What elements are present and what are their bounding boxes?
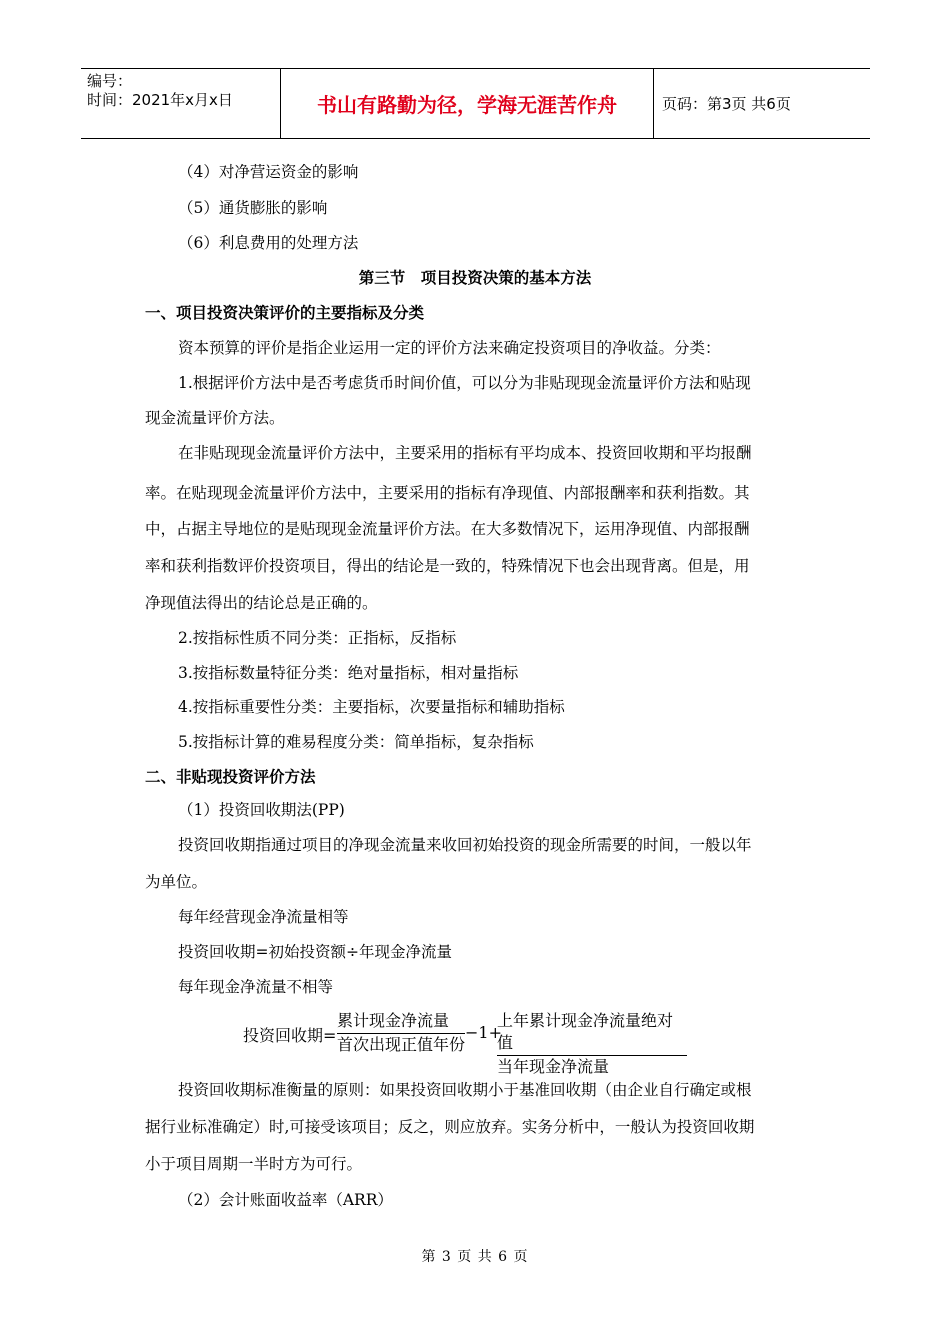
- heading-1: 一、项目投资决策评价的主要指标及分类: [145, 303, 425, 322]
- classification-item: 4.按指标重要性分类：主要指标，次要量指标和辅助指标: [178, 698, 565, 716]
- page-header: [81, 68, 870, 139]
- subsection-title: （2）会计账面收益率（ARR）: [178, 1191, 393, 1209]
- paragraph-line: 据行业标准确定）时,可接受该项目；反之，则应放弃。实务分析中，一般认为投资回收期: [145, 1118, 755, 1136]
- formula-middle-term: −1+: [465, 1023, 502, 1042]
- page-footer: 第 3 页 共 6 页: [421, 1249, 529, 1265]
- section-title: 第三节 项目投资决策的基本方法: [358, 268, 592, 287]
- paragraph-line: 每年经营现金净流量相等: [178, 908, 349, 926]
- paragraph-line: 小于项目周期一半时方为可行。: [145, 1155, 363, 1173]
- paragraph-line: 现金流量评价方法。: [145, 409, 285, 427]
- payback-formula: [243, 1010, 693, 1076]
- subsection-title: （1）投资回收期法(PP): [178, 801, 345, 819]
- header-page-label: 页码：第3页 共6页: [662, 95, 791, 113]
- classification-item: 3.按指标数量特征分类：绝对量指标，相对量指标: [178, 664, 519, 682]
- classification-item: 5.按指标计算的难易程度分类：简单指标，复杂指标: [178, 733, 534, 751]
- formula-fraction-1-denominator: 首次出现正值年份: [337, 1035, 466, 1054]
- paragraph-line: 投资回收期标准衡量的原则：如果投资回收期小于基准回收期（由企业自行确定或根: [178, 1081, 752, 1099]
- paragraph-line: （4）对净营运资金的影响: [178, 163, 359, 181]
- paragraph-line: 1.根据评价方法中是否考虑货币时间价值，可以分为非贴现现金流量评价方法和贴现: [178, 374, 751, 392]
- paragraph-line: 在非贴现现金流量评价方法中，主要采用的指标有平均成本、投资回收期和平均报酬: [178, 444, 752, 462]
- paragraph-line: 率。在贴现现金流量评价方法中，主要采用的指标有净现值、内部报酬率和获利指数。其: [145, 484, 750, 502]
- header-date-label: 时间：2021年x月x日: [87, 91, 233, 109]
- paragraph-line: 中，占据主导地位的是贴现现金流量评价方法。在大多数情况下，运用净现值、内部报酬: [145, 520, 750, 538]
- paragraph-line: （6）利息费用的处理方法: [178, 234, 359, 252]
- heading-2: 二、非贴现投资评价方法: [145, 767, 316, 786]
- paragraph-line: 投资回收期=初始投资额÷年现金净流量: [178, 943, 452, 961]
- paragraph-line: 净现值法得出的结论总是正确的。: [145, 594, 378, 612]
- header-meta: [81, 69, 281, 138]
- formula-fraction-1-numerator: 累计现金净流量: [337, 1011, 450, 1030]
- paragraph-line: （5）通货膨胀的影响: [178, 199, 328, 217]
- formula-lhs: 投资回收期=: [243, 1026, 337, 1045]
- header-motto: 书山有路勤为径，学海无涯苦作舟: [281, 69, 654, 138]
- formula-fraction-2: [497, 1010, 687, 1078]
- formula-fraction-2-numerator: 上年累计现金净流量绝对值: [497, 1011, 674, 1052]
- formula-fraction-1: [337, 1010, 465, 1056]
- classification-item: 2.按指标性质不同分类：正指标，反指标: [178, 629, 457, 647]
- paragraph-line: 投资回收期指通过项目的净现金流量来收回初始投资的现金所需要的时间，一般以年: [178, 836, 752, 854]
- paragraph-line: 率和获利指数评价投资项目，得出的结论是一致的，特殊情况下也会出现背离。但是，用: [145, 557, 750, 575]
- paragraph-line: 每年现金净流量不相等: [178, 978, 334, 996]
- paragraph-line: 资本预算的评价是指企业运用一定的评价方法来确定投资项目的净收益。分类：: [178, 339, 721, 357]
- header-number-label: 编号：: [87, 72, 133, 90]
- paragraph-line: 为单位。: [145, 873, 208, 891]
- formula-fraction-2-denominator: 当年现金净流量: [497, 1055, 687, 1078]
